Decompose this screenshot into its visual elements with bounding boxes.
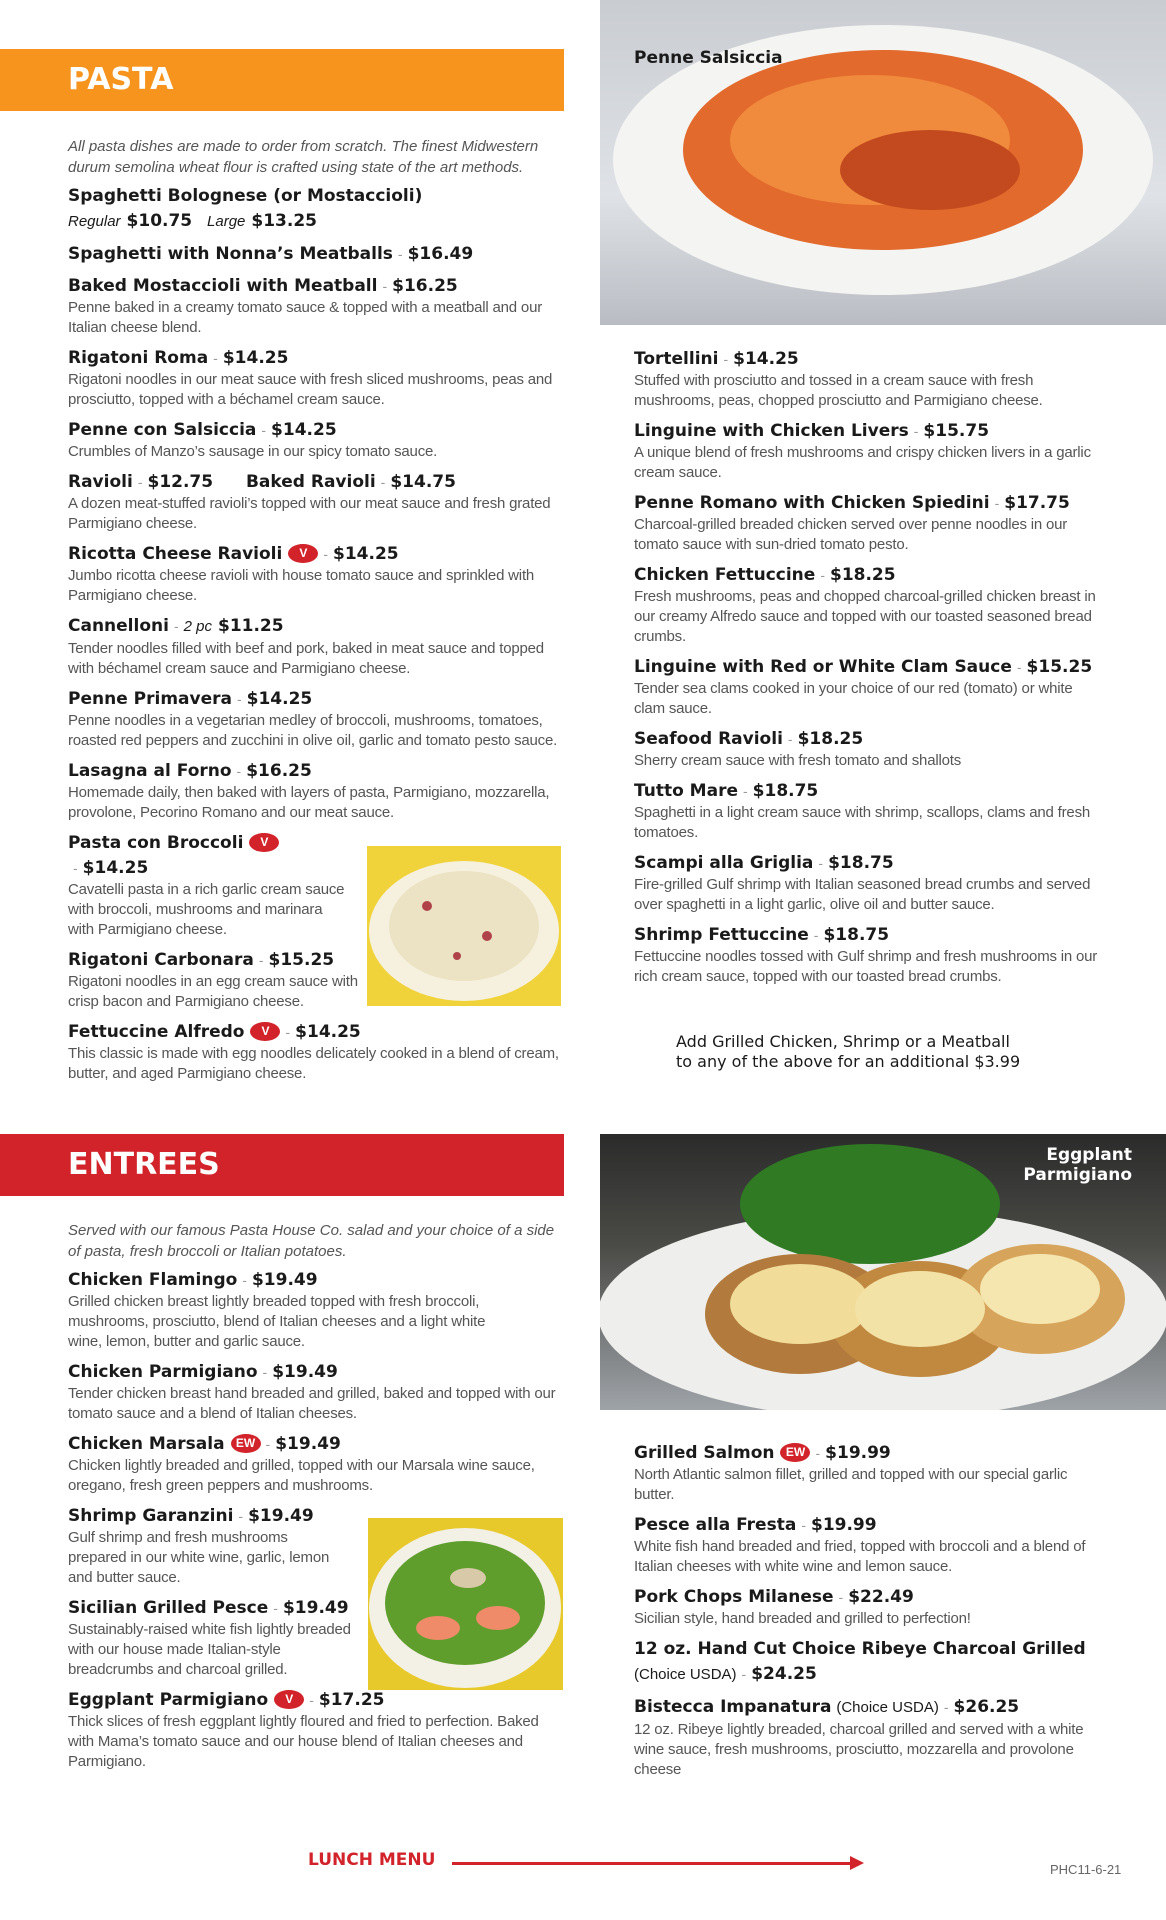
vegetarian-badge-icon: V: [249, 833, 279, 852]
pasta-broccoli-photo: [367, 846, 561, 1006]
menu-item: Tortellini - $14.25 Stuffed with prosciutto and tossed in a cream sauce with fresh mushrooms, peas, chopped prosciutto and Parmigiano cheese.: [634, 349, 1043, 409]
shrimp-peas-image: [368, 1518, 563, 1690]
menu-item: Spaghetti with Nonna’s Meatballs - $16.49: [68, 244, 474, 264]
menu-item: Pork Chops Milanese - $22.49 Sicilian style, hand breaded and grilled to perfection!: [634, 1587, 971, 1627]
entrees-left-column: [68, 1220, 568, 1779]
menu-item: 12 oz. Hand Cut Choice Ribeye Charcoal Grilled (Choice USDA) - $24.25: [634, 1639, 1086, 1684]
menu-item: Sicilian Grilled Pesce - $19.49 Sustainably-raised white fish lightly breaded with our house made Italian-style breadcrumbs and charcoal grilled.: [68, 1598, 351, 1678]
menu-item: Ricotta Cheese Ravioli V - $14.25 Jumbo ricotta cheese ravioli with house tomato sauce and sprinkled with Parmigiano cheese.: [68, 544, 535, 604]
pasta-intro: All pasta dishes are made to order from scratch. The finest Midwestern durum semolina wheat flour is crafted using state of the art methods.: [68, 138, 539, 176]
menu-item: Bistecca Impanatura (Choice USDA) - $26.25 12 oz. Ribeye lightly breaded, charcoal grilled and served with a white wine sauce, fresh mushrooms, prosciutto, mozzarella and provolone cheese: [634, 1697, 1084, 1778]
menu-item: Tutto Mare - $18.75 Spaghetti in a light cream sauce with shrimp, scallops, clams and fresh tomatoes.: [634, 781, 1091, 841]
ew-badge-icon: EW: [780, 1443, 810, 1462]
menu-item: Linguine with Chicken Livers - $15.75 A unique blend of fresh mushrooms and crispy chicken livers in a garlic cream sauce.: [634, 421, 1091, 481]
menu-item: Lasagna al Forno - $16.25 Homemade daily, then baked with layers of pasta, Parmigiano, mozzarella, provolone, Pecorino Romano and our meat sauce.: [68, 761, 550, 821]
lunch-menu-link[interactable]: LUNCH MENU: [308, 1850, 436, 1870]
menu-item: Rigatoni Roma - $14.25 Rigatoni noodles in our meat sauce with fresh sliced mushrooms, peas and prosciutto, topped with a béchamel cream sauce.: [68, 348, 553, 408]
penne-salsiccia-photo: [600, 0, 1166, 325]
menu-item: Penne con Salsiccia - $14.25 Crumbles of Manzo’s sausage in our spicy tomato sauce.: [68, 420, 438, 460]
menu-item: Baked Mostaccioli with Meatball - $16.25 Penne baked in a creamy tomato sauce & topped with a meatball and our Italian cheese blend.: [68, 276, 543, 336]
menu-item: Scampi alla Griglia - $18.75 Fire-grilled Gulf shrimp with Italian seasoned bread crumbs and served over spaghetti in a light garlic, olive oil and butter sauce.: [634, 853, 1091, 913]
menu-item: Chicken Marsala EW - $19.49 Chicken lightly breaded and grilled, topped with our Marsala wine sauce, oregano, fresh green peppers and mushrooms.: [68, 1434, 535, 1494]
menu-item: Pasta con Broccoli V- $14.25 Cavatelli pasta in a rich garlic cream sauce with broccoli, mushrooms and marinara with Parmigiano cheese.: [68, 833, 345, 938]
menu-item: Shrimp Garanzini - $19.49 Gulf shrimp and fresh mushrooms prepared in our white wine, garlic, lemon and butter sauce.: [68, 1506, 330, 1586]
addon-note: Add Grilled Chicken, Shrimp or a Meatball to any of the above for an additional $3.99: [676, 1032, 1021, 1071]
menu-item: Seafood Ravioli - $18.25 Sherry cream sauce with fresh tomato and shallots: [634, 729, 962, 769]
photo-label-eggplant: Eggplant Parmigiano: [1023, 1145, 1132, 1185]
cream-pasta-image: [367, 846, 561, 1006]
menu-item: Chicken Parmigiano - $19.49 Tender chicken breast hand breaded and grilled, baked and topped with our tomato sauce and a blend of Italian cheeses.: [68, 1362, 556, 1422]
menu-item: Penne Primavera - $14.25 Penne noodles in a vegetarian medley of broccoli, mushrooms, tomatoes, roasted red peppers and zucchini in olive oil, garlic and tomato pesto sauce.: [68, 689, 558, 749]
entrees-section-header: ENTREES: [0, 1134, 564, 1196]
ew-badge-icon: EW: [231, 1434, 261, 1453]
shrimp-garanzini-photo: [368, 1518, 563, 1690]
arrow-right-icon: [452, 1862, 860, 1865]
menu-item: Eggplant Parmigiano V - $17.25 Thick slices of fresh eggplant lightly floured and fried to perfection. Baked with Mama’s tomato sauce and our house blend of Italian cheeses and Parmigiano.: [68, 1690, 539, 1770]
entrees-right-column: [634, 1440, 1104, 1787]
menu-item: Chicken Fettuccine - $18.25 Fresh mushrooms, peas and chopped charcoal-grilled chicken breast in our creamy Alfredo sauce and topped with our toasted seasoned bread crumbs.: [634, 565, 1096, 645]
pasta-right-column: [634, 346, 1104, 994]
pasta-section-header: PASTA: [0, 49, 564, 111]
menu-item: Cannelloni - 2 pc $11.25 Tender noodles filled with beef and pork, baked in meat sauce and topped with béchamel cream sauce and Parmigiano cheese.: [68, 616, 544, 677]
menu-item: Chicken Flamingo - $19.49 Grilled chicken breast lightly breaded topped with fresh broccoli, mushrooms, prosciutto, blend of Italian cheeses and a light white wine, lemon, butter and garlic sauce.: [68, 1270, 486, 1350]
menu-item: Penne Romano with Chicken Spiedini - $17.75 Charcoal-grilled breaded chicken served over penne noodles in our tomato sauce with sun-dried tomato pesto.: [634, 493, 1070, 553]
vegetarian-badge-icon: V: [274, 1690, 304, 1709]
menu-item: Shrimp Fettuccine - $18.75 Fettuccine noodles tossed with Gulf shrimp and fresh mushrooms in our rich cream sauce, topped with our toasted bread crumbs.: [634, 925, 1098, 985]
photo-label-penne: Penne Salsiccia: [634, 48, 783, 68]
menu-item: Rigatoni Carbonara - $15.25 Rigatoni noodles in an egg cream sauce with crisp bacon and Parmigiano cheese.: [68, 950, 358, 1010]
menu-item: Grilled Salmon EW - $19.99 North Atlantic salmon fillet, grilled and topped with our special garlic butter.: [634, 1443, 1068, 1503]
menu-item: Spaghetti Bolognese (or Mostaccioli) Regular $10.75 Large $13.25: [68, 186, 423, 231]
menu-item: Linguine with Red or White Clam Sauce - $15.25 Tender sea clams cooked in your choice of our red (tomato) or white clam sauce.: [634, 657, 1093, 717]
menu-item: Ravioli - $12.75 Baked Ravioli - $14.75 A dozen meat-stuffed ravioli’s topped with our meat sauce and fresh grated Parmigiano cheese.: [68, 472, 551, 532]
vegetarian-badge-icon: V: [288, 544, 318, 563]
menu-item: Pesce alla Fresta - $19.99 White fish hand breaded and fried, topped with broccoli and a blend of Italian cheeses with white wine and lemon sauce.: [634, 1515, 1086, 1575]
vegetarian-badge-icon: V: [250, 1022, 280, 1041]
entrees-intro: Served with our famous Pasta House Co. salad and your choice of a side of pasta, fresh broccoli or Italian potatoes.: [68, 1222, 555, 1260]
eggplant-parmigiano-photo: [600, 1134, 1166, 1410]
document-code: PHC11-6-21: [1050, 1862, 1122, 1877]
menu-item: Fettuccine Alfredo V - $14.25 This classic is made with egg noodles delicately cooked in a blend of cream, butter, and aged Parmigiano cheese.: [68, 1022, 559, 1082]
